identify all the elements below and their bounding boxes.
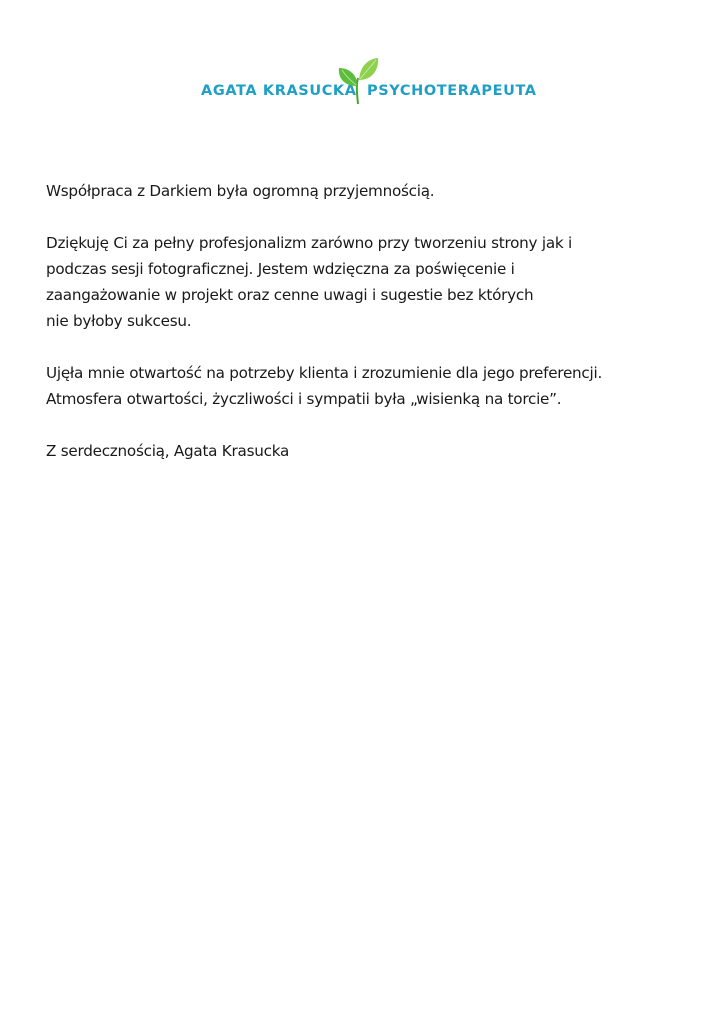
text-line: zaangażowanie w projekt oraz cenne uwagi i sugestie bez których xyxy=(46,286,534,304)
signature: Z serdecznością, Agata Krasucka xyxy=(46,442,290,460)
letter-body xyxy=(46,178,686,490)
text-line: podczas sesji fotograficznej. Jestem wdzięczna za poświęcenie i xyxy=(46,260,515,278)
paragraph-intro: Współpraca z Darkiem była ogromną przyjemnością. xyxy=(46,182,435,200)
logo xyxy=(0,56,724,112)
text-line: Atmosfera otwartości, życzliwości i sympatii była „wisienką na torcie”. xyxy=(46,390,562,408)
paragraph-atmosphere xyxy=(46,360,686,412)
text-line: Dziękuję Ci za pełny profesjonalizm zarówno przy tworzeniu strony jak i xyxy=(46,234,572,252)
text-line: Ujęła mnie otwartość na potrzeby klienta i zrozumienie dla jego preferencji. xyxy=(46,364,603,382)
logo-name: AGATA KRASUCKA xyxy=(201,83,357,99)
logo-profession: PSYCHOTERAPEUTA xyxy=(367,83,537,99)
paragraph-thanks xyxy=(46,230,686,334)
text-line: nie byłoby sukcesu. xyxy=(46,312,192,330)
